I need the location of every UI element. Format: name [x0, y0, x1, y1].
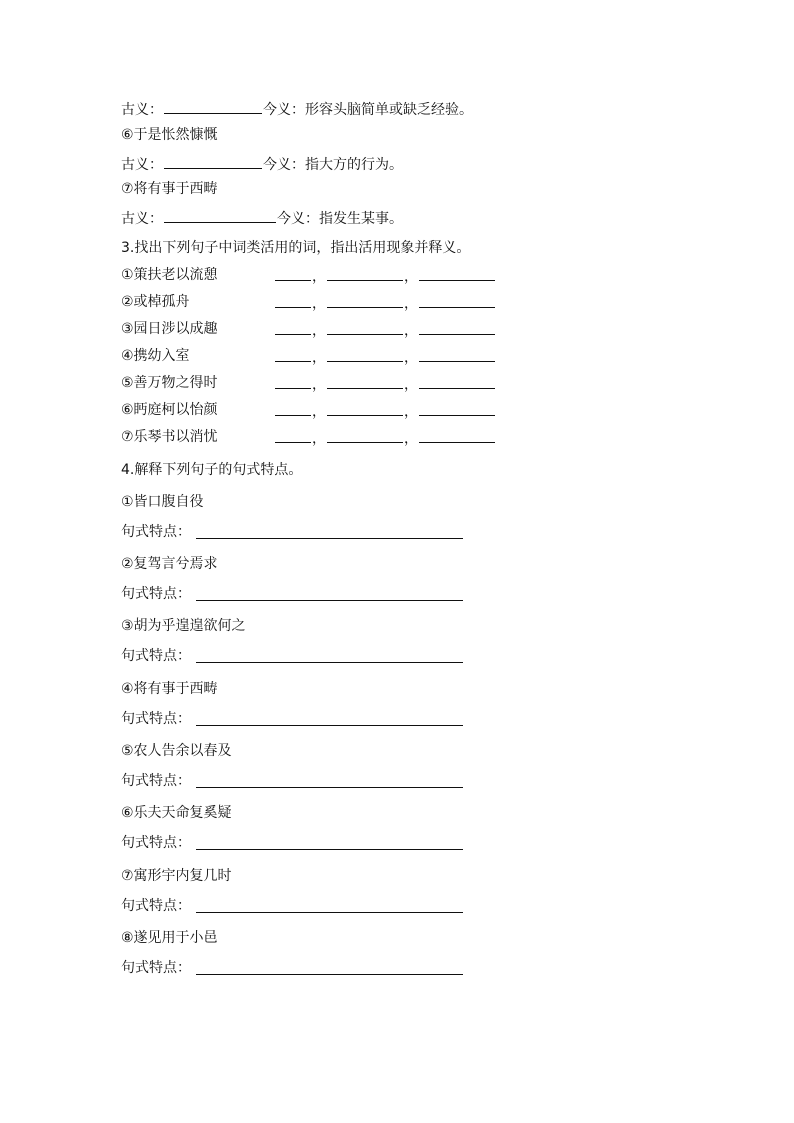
- answer-blank[interactable]: [196, 849, 463, 850]
- jinyi-text: 今义：指大方的行为。: [263, 157, 403, 173]
- comma-separator: ，: [312, 296, 326, 312]
- guyi-label: 古义：: [121, 211, 163, 227]
- answer-label: 句式特点：: [121, 711, 191, 727]
- comma-separator: ，: [404, 377, 418, 393]
- guyi-row-2: [121, 154, 403, 172]
- comma-separator: ，: [404, 350, 418, 366]
- sentence-item: ⑦寓形宇内复几时: [121, 868, 232, 884]
- guyi-row-3: [121, 208, 403, 226]
- guyi-label: 古义：: [121, 157, 163, 173]
- guyi-blank[interactable]: [164, 208, 276, 223]
- item-row: ⑥于是怅然慷慨: [121, 127, 218, 143]
- sentence-item: ⑧遂见用于小邑: [121, 930, 218, 946]
- meaning-blank[interactable]: [419, 266, 495, 281]
- sentence-item: ②或棹孤舟: [121, 294, 190, 310]
- usage-blank[interactable]: [327, 374, 403, 389]
- sentence-item: ⑦乐琴书以消忧: [121, 429, 218, 445]
- meaning-blank[interactable]: [419, 428, 495, 443]
- sentence-item: ③胡为乎遑遑欲何之: [121, 618, 246, 634]
- word-blank[interactable]: [275, 374, 311, 389]
- usage-blank[interactable]: [327, 266, 403, 281]
- sentence-item: ⑤善万物之得时: [121, 375, 218, 391]
- answer-label: 句式特点：: [121, 898, 191, 914]
- word-blank[interactable]: [275, 428, 311, 443]
- answer-label: 句式特点：: [121, 586, 191, 602]
- comma-separator: ，: [404, 404, 418, 420]
- section4-heading: 4.解释下列句子的句式特点。: [121, 462, 303, 478]
- meaning-blank[interactable]: [419, 293, 495, 308]
- jinyi-text: 今义：指发生某事。: [277, 211, 403, 227]
- jinyi-text: 今义：形容头脑简单或缺乏经验。: [263, 102, 473, 118]
- answer-blank[interactable]: [196, 538, 463, 539]
- answer-label: 句式特点：: [121, 835, 191, 851]
- word-blank[interactable]: [275, 347, 311, 362]
- answer-label: 句式特点：: [121, 960, 191, 976]
- answer-blank[interactable]: [196, 662, 463, 663]
- guyi-blank[interactable]: [164, 99, 262, 114]
- usage-blank[interactable]: [327, 320, 403, 335]
- comma-separator: ，: [404, 296, 418, 312]
- answer-blanks-row: [274, 266, 496, 286]
- usage-blank[interactable]: [327, 347, 403, 362]
- item-row: ⑦将有事于西畴: [121, 181, 218, 197]
- answer-blank[interactable]: [196, 974, 463, 975]
- sentence-item: ①皆口腹自役: [121, 494, 204, 510]
- usage-blank[interactable]: [327, 293, 403, 308]
- meaning-blank[interactable]: [419, 401, 495, 416]
- comma-separator: ，: [312, 377, 326, 393]
- sentence-item: ④携幼入室: [121, 348, 190, 364]
- sentence-item: ②复驾言兮焉求: [121, 556, 218, 572]
- answer-blank[interactable]: [196, 600, 463, 601]
- usage-blank[interactable]: [327, 401, 403, 416]
- guyi-label: 古义：: [121, 102, 163, 118]
- comma-separator: ，: [404, 323, 418, 339]
- answer-label: 句式特点：: [121, 648, 191, 664]
- answer-blanks-row: [274, 401, 496, 421]
- answer-blank[interactable]: [196, 912, 463, 913]
- meaning-blank[interactable]: [419, 374, 495, 389]
- answer-blanks-row: [274, 374, 496, 394]
- guyi-blank[interactable]: [164, 154, 262, 169]
- sentence-item: ⑥眄庭柯以怡颜: [121, 402, 218, 418]
- comma-separator: ，: [312, 404, 326, 420]
- sentence-item: ⑥乐夫天命复奚疑: [121, 805, 232, 821]
- usage-blank[interactable]: [327, 428, 403, 443]
- word-blank[interactable]: [275, 293, 311, 308]
- sentence-item: ③园日涉以成趣: [121, 321, 218, 337]
- sentence-item: ④将有事于西畴: [121, 681, 218, 697]
- word-blank[interactable]: [275, 401, 311, 416]
- sentence-item: ①策扶老以流憩: [121, 267, 218, 283]
- answer-blank[interactable]: [196, 725, 463, 726]
- answer-blanks-row: [274, 293, 496, 313]
- answer-label: 句式特点：: [121, 773, 191, 789]
- meaning-blank[interactable]: [419, 347, 495, 362]
- comma-separator: ，: [312, 350, 326, 366]
- section3-heading: 3.找出下列句子中词类活用的词，指出活用现象并释义。: [121, 240, 471, 256]
- comma-separator: ，: [404, 431, 418, 447]
- comma-separator: ，: [312, 269, 326, 285]
- answer-label: 句式特点：: [121, 524, 191, 540]
- comma-separator: ，: [312, 431, 326, 447]
- answer-blanks-row: [274, 428, 496, 448]
- guyi-row-1: [121, 99, 473, 117]
- answer-blanks-row: [274, 320, 496, 340]
- sentence-item: ⑤农人告余以春及: [121, 743, 232, 759]
- answer-blank[interactable]: [196, 787, 463, 788]
- word-blank[interactable]: [275, 320, 311, 335]
- comma-separator: ，: [404, 269, 418, 285]
- answer-blanks-row: [274, 347, 496, 367]
- comma-separator: ，: [312, 323, 326, 339]
- word-blank[interactable]: [275, 266, 311, 281]
- meaning-blank[interactable]: [419, 320, 495, 335]
